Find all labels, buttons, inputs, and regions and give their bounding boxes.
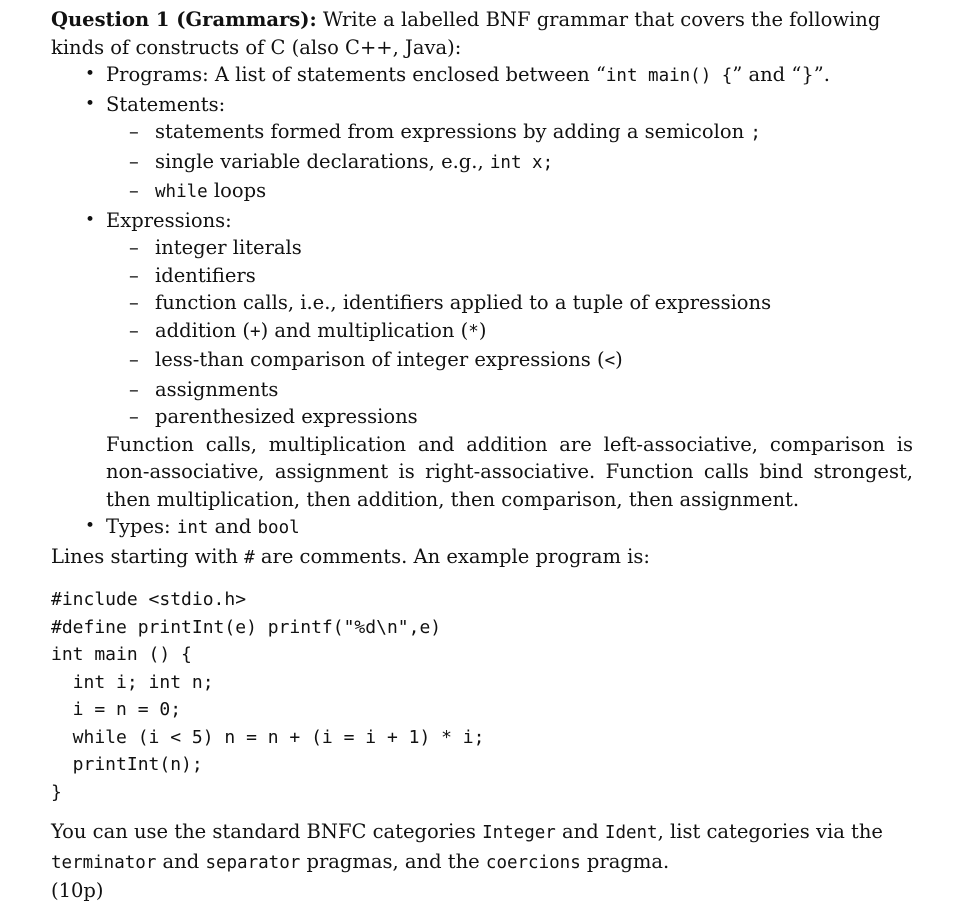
code-line: } [51,781,62,803]
expression-item-suffix: ) and multiplication ( [260,318,469,342]
points-label: (10p) [51,879,104,902]
expression-item [51,403,913,431]
expression-item-text: less-than comparison of integer expressions ( [155,348,605,371]
code-line: #include <stdio.h> [51,589,247,610]
expression-item [51,376,913,404]
types-code-bool: bool [257,518,300,538]
statements-list [51,118,913,207]
dash-icon: – [129,318,139,342]
expression-item-code-2: * [468,321,479,342]
code-line: printInt(n); [51,754,203,775]
statements-title: Statements: [106,92,226,116]
dash-icon: – [129,348,139,371]
expression-item-code: < [604,351,616,371]
expression-item-code: + [250,321,261,342]
comments-suffix: are comments. An example program is: [254,544,650,568]
statement-item-text: statements formed from expressions by adding a semicolon [155,120,751,143]
expressions-list [51,234,913,431]
footer-part5: pragmas, and the [300,849,486,873]
types-code-int: int [176,518,209,538]
bullet-types [51,513,913,543]
dash-icon: – [129,179,139,202]
statement-item [51,118,913,148]
statement-item [51,148,913,178]
bullet-icon: • [85,516,96,536]
dash-icon: – [129,405,139,428]
dash-icon: – [129,291,139,314]
footer-part3: , list categories via the [657,820,883,843]
bullet-icon: • [85,93,96,114]
question-intro-text-1: Write a labelled BNF grammar that covers the following [316,8,881,31]
example-program-code [51,586,913,806]
statement-item-code: while [155,182,208,202]
types-prefix: Types: [106,515,177,538]
expression-item-text: addition ( [155,318,251,342]
statement-item-suffix: loops [207,179,267,202]
dash-icon: – [129,236,139,259]
programs-prefix: Programs: A list of statements enclosed between “ [106,63,606,86]
footer-code-separator: separator [205,852,301,873]
comments-prefix: Lines starting with [51,544,245,568]
question-intro-line-2: kinds of constructs of C (also C++, Java): [51,35,462,59]
statement-item [51,177,913,207]
expression-item [51,289,913,317]
bullet-icon: • [85,64,96,84]
expression-item-text: identifiers [155,263,256,287]
comments-code-hash: # [244,547,255,568]
bullet-programs [51,61,913,91]
dash-icon: – [129,120,139,143]
statement-item-code: int x; [489,152,554,173]
footer-part2: and [555,820,605,843]
expression-item-text: assignments [155,377,279,401]
expression-item-text: integer literals [155,236,302,259]
footer-code-ident: Ident [604,823,658,843]
programs-suffix: ” and “}”. [732,63,830,86]
expression-item [51,317,913,347]
footer-part4: and [156,849,206,873]
dash-icon: – [129,377,139,401]
comments-line [51,543,913,573]
footer-paragraph [51,818,913,877]
bullet-icon: • [85,209,96,230]
dash-icon: – [129,149,139,173]
code-line: i = n = 0; [51,699,182,720]
associativity-note: Function calls, multiplication and addition are left-associative, comparison is non-associative, assignment is right-associative. Function calls bind strongest, then multiplication, then addition, then comparison, then assignment. [106,432,913,511]
expression-item-suffix-2: ) [478,318,487,342]
footer-code-terminator: terminator [51,852,157,873]
dash-icon: – [129,263,139,287]
statement-item-text: single variable declarations, e.g., [155,149,490,173]
bullet-expressions [51,207,913,235]
code-line: int main () { [51,644,192,665]
types-middle: and [208,515,258,538]
expression-item [51,234,913,262]
programs-code-main: int main() { [605,66,733,86]
question-intro-line-1 [51,6,913,34]
footer-code-coercions: coercions [485,852,581,873]
expression-item [51,346,913,376]
expression-item-suffix: ) [615,348,623,371]
expression-item [51,262,913,290]
footer-code-integer: Integer [482,823,556,843]
expressions-title: Expressions: [106,208,232,232]
expression-item-text: parenthesized expressions [155,405,418,428]
code-line: int i; int n; [51,671,214,693]
bullet-statements [51,91,913,119]
code-line: while (i < 5) n = n + (i = i + 1) * i; [51,726,485,748]
code-line: #define printInt(e) printf("%d\n",e) [51,616,442,638]
statement-item-code: ; [750,123,761,143]
footer-part6: pragma. [580,849,670,873]
footer-part1: You can use the standard BNFC categories [51,820,483,843]
question-heading: Question 1 (Grammars): [51,8,317,31]
exam-question-page [51,6,913,905]
expression-item-text: function calls, i.e., identifiers applied to a tuple of expressions [155,291,772,314]
